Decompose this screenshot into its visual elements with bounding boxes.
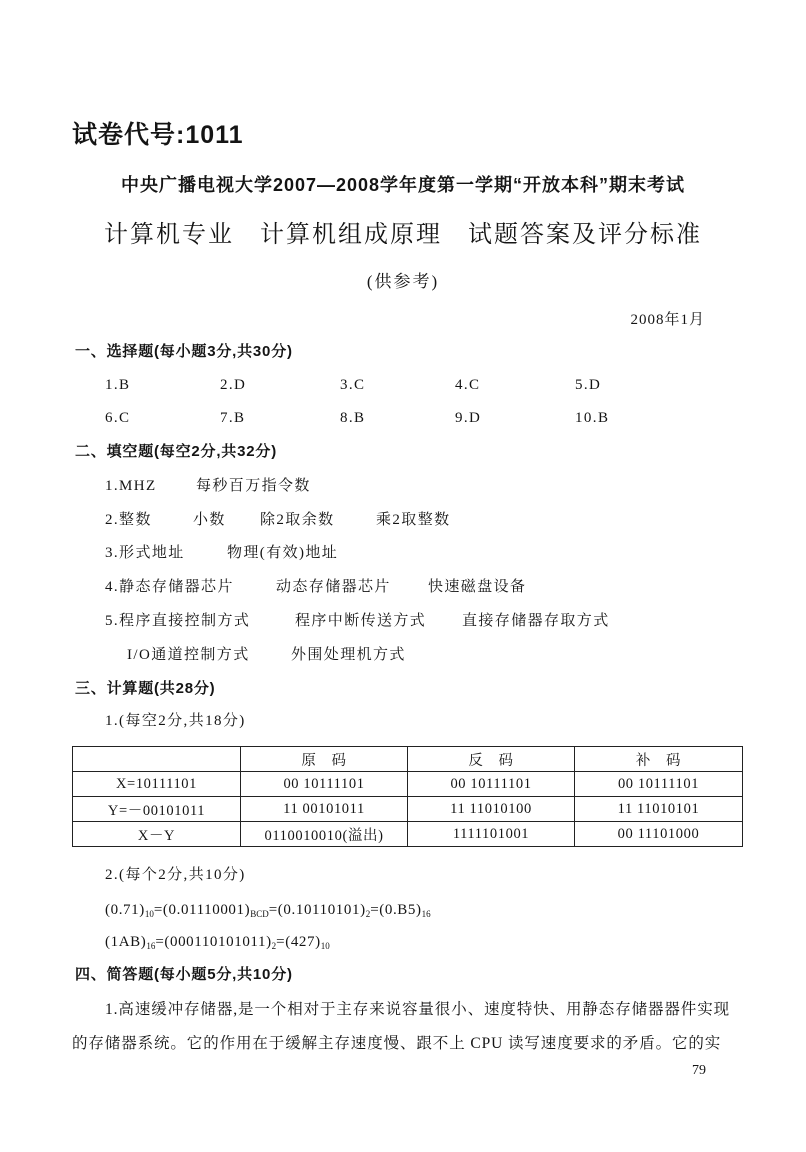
choice-answer-row: [0, 376, 806, 394]
section-fill-title: 二、填空题(每空2分,共32分): [75, 443, 277, 460]
fill-answer: 程序中断传送方式: [295, 613, 427, 629]
fill-answer-line: [0, 578, 806, 596]
table-row: [73, 822, 743, 847]
page-number: 79: [692, 1063, 706, 1078]
fill-answer: 小数: [193, 512, 226, 528]
section-calc-title: 三、计算题(共28分): [75, 680, 216, 697]
formula-base: 2: [365, 909, 371, 919]
short-answer-line: 的存储器系统。它的作用在于缓解主存速度慢、跟不上 CPU 读写速度要求的矛盾。它的实: [72, 1035, 722, 1052]
table-cell: 11 11010101: [575, 797, 743, 822]
fill-answer: 4.静态存储器芯片: [105, 579, 234, 595]
table-header-cell: 反 码: [408, 747, 575, 772]
choice-answer: 3.C: [340, 377, 366, 393]
choice-answer: 2.D: [220, 377, 247, 393]
formula-base: 2: [271, 941, 277, 951]
fill-answer: 2.整数: [105, 512, 152, 528]
table-header-cell: 原 码: [241, 747, 408, 772]
table-cell: 00 10111101: [408, 772, 575, 797]
formula-term: =(0.01110001): [153, 902, 251, 918]
code-conversion-table: [72, 746, 743, 847]
formula-base: BCD: [250, 909, 269, 919]
fill-answer-line: [0, 511, 806, 529]
formula-base: 10: [144, 909, 154, 919]
table-header-cell: 补 码: [575, 747, 743, 772]
fill-answer: I/O通道控制方式: [127, 647, 250, 663]
fill-answer: 直接存储器存取方式: [462, 613, 610, 629]
table-cell: X=10111101: [73, 772, 241, 797]
calc-q1-label: 1.(每空2分,共18分): [105, 713, 246, 729]
fill-answer: 5.程序直接控制方式: [105, 613, 251, 629]
calc-q2-label: 2.(每个2分,共10分): [105, 867, 246, 883]
choice-answer: 7.B: [220, 410, 246, 426]
fill-answer: 3.形式地址: [105, 545, 185, 561]
section-short-title: 四、简答题(每小题5分,共10分): [75, 966, 293, 983]
formula-term: =(427): [276, 934, 321, 950]
fill-answer: 每秒百万指令数: [196, 478, 311, 494]
fill-answer: 除2取余数: [260, 512, 335, 528]
section-choice-title: 一、选择题(每小题3分,共30分): [75, 343, 293, 360]
choice-answer-row: [0, 409, 806, 427]
table-cell: 00 11101000: [575, 822, 743, 847]
formula-term: (1AB): [105, 934, 147, 950]
table-row: [73, 797, 743, 822]
fill-answer: 动态存储器芯片: [276, 579, 391, 595]
table-cell: Y=－00101011: [73, 797, 241, 822]
formula-term: =(0.B5): [370, 902, 422, 918]
fill-answer: 快速磁盘设备: [428, 579, 527, 595]
table-cell: 1111101001: [408, 822, 575, 847]
table-cell: 00 10111101: [241, 772, 408, 797]
formula-term: =(0.10110101): [268, 902, 366, 918]
table-row: [73, 772, 743, 797]
fill-answer-line: [0, 646, 806, 664]
formula-base: 10: [320, 941, 330, 951]
table-cell: 11 00101011: [241, 797, 408, 822]
conversion-formula-1: [105, 901, 431, 923]
fill-answer-line: [0, 477, 806, 495]
table-header-cell: [73, 747, 241, 772]
short-answer-line: 1.高速缓冲存储器,是一个相对于主存来说容量很小、速度特快、用静态存储器器件实现: [105, 1001, 731, 1018]
reference-note: (供参考): [366, 272, 440, 291]
table-header-row: [73, 747, 743, 772]
exam-subtitle: 计算机专业 计算机组成原理 试题答案及评分标准: [104, 222, 702, 248]
fill-answer-line: [0, 544, 806, 562]
choice-answer: 6.C: [105, 410, 131, 426]
fill-answer-line: [0, 612, 806, 630]
fill-answer: 1.MHZ: [105, 478, 157, 494]
formula-base: 16: [146, 941, 156, 951]
table-cell: 0110010010(溢出): [241, 822, 408, 847]
table-cell: 11 11010100: [408, 797, 575, 822]
formula-term: (0.71): [105, 902, 145, 918]
formula-base: 16: [421, 909, 431, 919]
exam-code: 试卷代号:1011: [72, 121, 244, 149]
conversion-formula-2: [105, 933, 330, 955]
choice-answer: 4.C: [455, 377, 481, 393]
choice-answer: 9.D: [455, 410, 482, 426]
table-cell: X－Y: [73, 822, 241, 847]
fill-answer: 外围处理机方式: [291, 647, 406, 663]
table-cell: 00 10111101: [575, 772, 743, 797]
choice-answer: 8.B: [340, 410, 366, 426]
exam-title: 中央广播电视大学2007—2008学年度第一学期“开放本科”期末考试: [120, 175, 686, 195]
choice-answer: 10.B: [575, 410, 610, 426]
choice-answer: 1.B: [105, 377, 131, 393]
choice-answer: 5.D: [575, 377, 602, 393]
fill-answer: 物理(有效)地址: [227, 545, 339, 561]
formula-term: =(000110101011): [155, 934, 272, 950]
exam-date: 2008年1月: [630, 312, 705, 328]
fill-answer: 乘2取整数: [376, 512, 451, 528]
